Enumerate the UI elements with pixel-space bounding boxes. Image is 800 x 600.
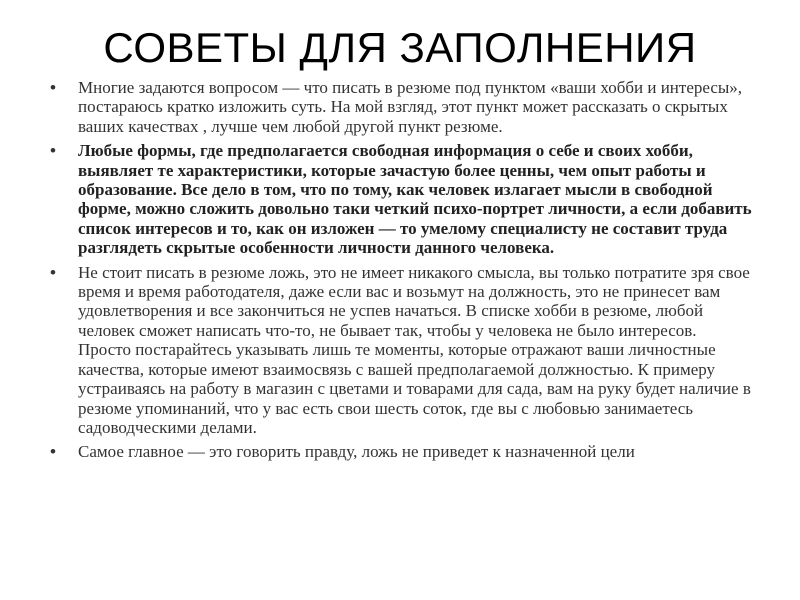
bullet-icon: • — [50, 442, 56, 462]
bullet-item-4 — [48, 442, 752, 461]
bullet-list — [48, 78, 752, 467]
bullet-item-1 — [48, 78, 752, 136]
bullet-text: Многие задаются вопросом — что писать в резюме под пунктом «ваши хобби и интересы», постараюсь кратко изложить суть. На мой взгляд, этот пункт может рассказать о скрытых ваших качествах , лучше чем любой другой пункт резюме. — [78, 78, 743, 136]
bullet-item-3 — [48, 263, 752, 438]
bullet-icon: • — [50, 78, 56, 97]
slide-title: СОВЕТЫ ДЛЯ ЗАПОЛНЕНИЯ — [103, 24, 697, 71]
bullet-item-2 — [48, 141, 752, 257]
bullet-icon: • — [50, 262, 56, 282]
bullet-icon: • — [50, 141, 56, 161]
bullet-text: Самое главное — это говорить правду, ложь не приведет к назначенной цели — [78, 442, 635, 462]
bullet-text: Любые формы, где предполагается свободная информация о себе и своих хобби, выявляет те характеристики, которые зачастую более ценны, чем опыт работы и образование. Все дело в том, что по тому, как человек излагает мысли в свободной форме, можно сложить довольно таки четкий психо-портрет личности, а если добавить список интересов и то, как он изложен — то умелому специалисту не составит труда разглядеть скрытые особенности личности данного человека. — [78, 141, 752, 258]
bullet-text: Не стоит писать в резюме ложь, это не имеет никакого смысла, вы только потратите зря свое время и время работодателя, даже если вас и возьмут на должность, это не принесет вам удовлетворения и все закончиться не успев начаться. В списке хобби в резюме, любой человек сможет написать что-то, не бывает так, чтобы у человека не было интересов. Просто постарайтесь указывать лишь те моменты, которые отражают ваши личностные качества, которые имеют взаимосвязь с вашей предполагаемой должностью. К примеру устраиваясь на работу в магазин с цветами и товарами для сада, вам на руку будет наличие в резюме упоминаний, что у вас есть свои шесть соток, где вы с любовью занимаетесь садоводческими делами. — [78, 262, 751, 437]
